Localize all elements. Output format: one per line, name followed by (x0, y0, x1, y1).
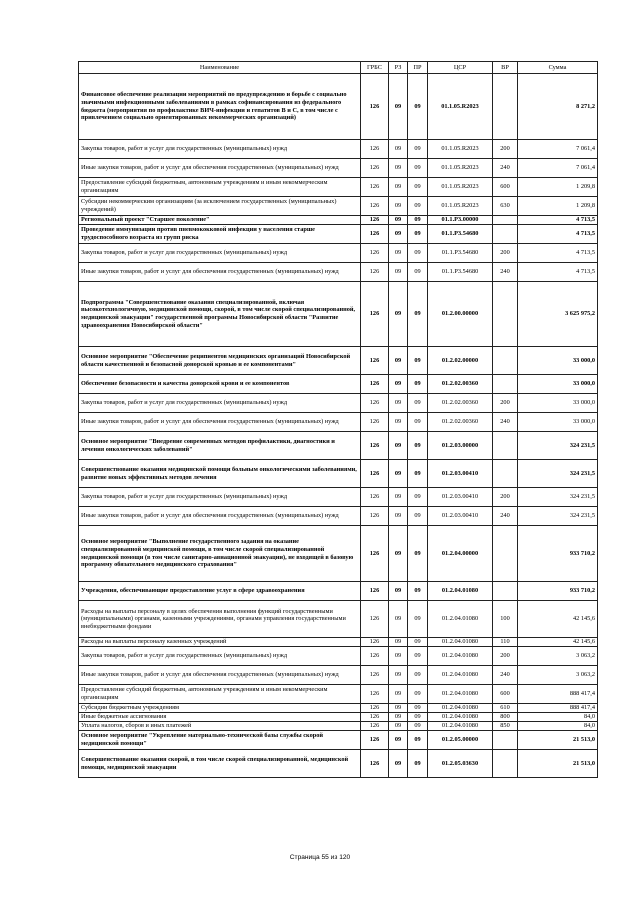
row-rz: 09 (389, 704, 408, 713)
row-grbs: 126 (361, 704, 389, 713)
row-csr: 01.2.04.01080 (428, 647, 493, 666)
row-rz: 09 (389, 526, 408, 582)
row-grbs: 126 (361, 722, 389, 731)
row-csr: 01.2.02.00360 (428, 375, 493, 394)
row-vr (493, 282, 518, 347)
row-pr: 09 (408, 750, 428, 778)
row-grbs: 126 (361, 375, 389, 394)
row-grbs: 126 (361, 225, 389, 244)
row-pr: 09 (408, 178, 428, 197)
col-header-vr: ВР (493, 62, 518, 74)
row-sum: 21 513,0 (518, 731, 598, 750)
row-grbs: 126 (361, 394, 389, 413)
row-sum: 4 713,5 (518, 263, 598, 282)
row-vr: 240 (493, 263, 518, 282)
row-grbs: 126 (361, 282, 389, 347)
row-grbs: 126 (361, 647, 389, 666)
table-row (79, 282, 598, 347)
row-pr: 09 (408, 282, 428, 347)
row-vr (493, 216, 518, 225)
row-rz: 09 (389, 74, 408, 140)
row-pr: 09 (408, 704, 428, 713)
row-rz: 09 (389, 685, 408, 704)
row-csr: 01.2.03.00410 (428, 460, 493, 488)
row-csr: 01.2.03.00000 (428, 432, 493, 460)
row-sum: 7 061,4 (518, 140, 598, 159)
row-vr (493, 347, 518, 375)
row-csr: 01.1.05.R2023 (428, 74, 493, 140)
row-pr: 09 (408, 225, 428, 244)
row-name: Учреждения, обеспечивающие предоставление услуг в сфере здравоохранения (79, 582, 361, 601)
row-csr: 01.2.03.00410 (428, 507, 493, 526)
row-grbs: 126 (361, 74, 389, 140)
row-vr: 630 (493, 197, 518, 216)
row-rz: 09 (389, 731, 408, 750)
row-grbs: 126 (361, 432, 389, 460)
table-row (79, 159, 598, 178)
row-sum: 3 625 975,2 (518, 282, 598, 347)
row-pr: 09 (408, 582, 428, 601)
row-rz: 09 (389, 750, 408, 778)
col-header-name: Наименование (79, 62, 361, 74)
table-row (79, 526, 598, 582)
row-csr: 01.2.04.01080 (428, 666, 493, 685)
col-header-csr: ЦСР (428, 62, 493, 74)
row-name: Расходы на выплаты персоналу казенных учреждений (79, 638, 361, 647)
row-sum: 33 000,0 (518, 347, 598, 375)
row-name: Закупка товаров, работ и услуг для государственных (муниципальных) нужд (79, 140, 361, 159)
row-name: Иные закупки товаров, работ и услуг для обеспечения государственных (муниципальных) нужд (79, 413, 361, 432)
row-vr (493, 225, 518, 244)
row-vr: 610 (493, 704, 518, 713)
table-body (79, 74, 598, 778)
row-vr (493, 460, 518, 488)
row-pr: 09 (408, 375, 428, 394)
row-name: Субсидии бюджетным учреждениям (79, 704, 361, 713)
row-sum: 3 063,2 (518, 666, 598, 685)
row-sum: 33 000,0 (518, 394, 598, 413)
row-name: Проведение иммунизации против пневмококковой инфекции у населения старше трудоспособного возраста из групп риска (79, 225, 361, 244)
row-grbs: 126 (361, 244, 389, 263)
row-csr: 01.1.05.R2023 (428, 159, 493, 178)
row-name: Иные бюджетные ассигнования (79, 713, 361, 722)
row-sum: 324 231,5 (518, 432, 598, 460)
row-vr (493, 432, 518, 460)
row-name: Иные закупки товаров, работ и услуг для обеспечения государственных (муниципальных) нужд (79, 507, 361, 526)
row-pr: 09 (408, 666, 428, 685)
table-row (79, 413, 598, 432)
row-name: Основное мероприятие "Выполнение государственного задания на оказание специализированной медицинской помощи, в том числе скорой специализированной медицинской помощи (в том числе санитарно-авиационной эвакуации), не входящей в базовую программу обязательного медицинского страхования" (79, 526, 361, 582)
row-name: Закупка товаров, работ и услуг для государственных (муниципальных) нужд (79, 244, 361, 263)
row-name: Иные закупки товаров, работ и услуг для обеспечения государственных (муниципальных) нужд (79, 666, 361, 685)
table-row (79, 731, 598, 750)
row-csr: 01.2.05.03630 (428, 750, 493, 778)
table-row (79, 666, 598, 685)
table-row (79, 722, 598, 731)
page-number: Страница 55 из 120 (289, 854, 351, 861)
row-csr: 01.2.04.01080 (428, 685, 493, 704)
row-csr: 01.2.04.01080 (428, 638, 493, 647)
row-pr: 09 (408, 647, 428, 666)
row-rz: 09 (389, 638, 408, 647)
row-rz: 09 (389, 601, 408, 638)
row-csr: 01.1.Р3.00000 (428, 216, 493, 225)
col-header-grbs: ГРБС (361, 62, 389, 74)
row-vr (493, 731, 518, 750)
row-vr: 100 (493, 601, 518, 638)
row-pr: 09 (408, 731, 428, 750)
row-vr (493, 375, 518, 394)
table-row (79, 394, 598, 413)
row-sum: 4 713,5 (518, 216, 598, 225)
row-csr: 01.1.Р3.54680 (428, 263, 493, 282)
row-sum: 84,0 (518, 713, 598, 722)
row-grbs: 126 (361, 488, 389, 507)
table-row (79, 432, 598, 460)
table-row (79, 375, 598, 394)
row-csr: 01.1.05.R2023 (428, 178, 493, 197)
table-row (79, 647, 598, 666)
table-row (79, 750, 598, 778)
row-csr: 01.2.02.00000 (428, 347, 493, 375)
row-sum: 42 145,6 (518, 638, 598, 647)
row-sum: 1 209,8 (518, 197, 598, 216)
row-sum: 324 231,5 (518, 488, 598, 507)
row-grbs: 126 (361, 216, 389, 225)
row-sum: 933 710,2 (518, 582, 598, 601)
row-grbs: 126 (361, 507, 389, 526)
table-row (79, 460, 598, 488)
row-vr (493, 526, 518, 582)
row-pr: 09 (408, 488, 428, 507)
row-rz: 09 (389, 347, 408, 375)
table-row (79, 216, 598, 225)
row-grbs: 126 (361, 526, 389, 582)
table-row (79, 263, 598, 282)
budget-table (78, 61, 598, 778)
row-rz: 09 (389, 394, 408, 413)
row-grbs: 126 (361, 413, 389, 432)
table-row (79, 140, 598, 159)
row-pr: 09 (408, 526, 428, 582)
row-name: Основное мероприятие "Внедрение современных методов профилактики, диагностики и лечения онкологических заболеваний" (79, 432, 361, 460)
row-vr: 200 (493, 140, 518, 159)
row-grbs: 126 (361, 140, 389, 159)
row-grbs: 126 (361, 601, 389, 638)
row-sum: 933 710,2 (518, 526, 598, 582)
row-grbs: 126 (361, 713, 389, 722)
row-vr: 200 (493, 244, 518, 263)
row-sum: 324 231,5 (518, 460, 598, 488)
table-row (79, 582, 598, 601)
row-csr: 01.2.04.01080 (428, 582, 493, 601)
row-csr: 01.2.03.00410 (428, 488, 493, 507)
row-rz: 09 (389, 432, 408, 460)
row-csr: 01.2.04.01080 (428, 601, 493, 638)
table-row (79, 178, 598, 197)
row-csr: 01.1.Р3.54680 (428, 225, 493, 244)
row-grbs: 126 (361, 347, 389, 375)
row-pr: 09 (408, 74, 428, 140)
row-rz: 09 (389, 460, 408, 488)
row-pr: 09 (408, 432, 428, 460)
row-csr: 01.2.04.01080 (428, 713, 493, 722)
table-row (79, 685, 598, 704)
row-sum: 21 513,0 (518, 750, 598, 778)
row-sum: 4 713,5 (518, 225, 598, 244)
table-row (79, 197, 598, 216)
row-rz: 09 (389, 216, 408, 225)
row-grbs: 126 (361, 159, 389, 178)
row-vr (493, 750, 518, 778)
row-pr: 09 (408, 413, 428, 432)
row-csr: 01.1.Р3.54680 (428, 244, 493, 263)
row-name: Иные закупки товаров, работ и услуг для обеспечения государственных (муниципальных) нужд (79, 263, 361, 282)
row-sum: 7 061,4 (518, 159, 598, 178)
table-row (79, 507, 598, 526)
row-rz: 09 (389, 159, 408, 178)
row-pr: 09 (408, 140, 428, 159)
row-sum: 888 417,4 (518, 685, 598, 704)
row-rz: 09 (389, 582, 408, 601)
col-header-rz: РЗ (389, 62, 408, 74)
row-rz: 09 (389, 413, 408, 432)
row-name: Предоставление субсидий бюджетным, автономным учреждениям и иным некоммерческим организациям (79, 178, 361, 197)
row-pr: 09 (408, 394, 428, 413)
row-name: Финансовое обеспечение реализации мероприятий по предупреждению и борьбе с социально значимыми инфекционными заболеваниями в рамках софинансирования из федерального бюджета (мероприятия по профилактике ВИЧ-инфекции и гепатитов В и С, в том числе с привлечением социально ориентированных некоммерческих организаций) (79, 74, 361, 140)
row-rz: 09 (389, 713, 408, 722)
table-row (79, 244, 598, 263)
col-header-sum: Сумма (518, 62, 598, 74)
row-name: Основное мероприятие "Обеспечение реципиентов медицинских организаций Новосибирской области качественной и безопасной донорской кровью и ее компонентами" (79, 347, 361, 375)
table-row (79, 638, 598, 647)
row-pr: 09 (408, 685, 428, 704)
row-pr: 09 (408, 601, 428, 638)
row-rz: 09 (389, 263, 408, 282)
row-sum: 84,0 (518, 722, 598, 731)
row-pr: 09 (408, 159, 428, 178)
row-csr: 01.2.02.00360 (428, 413, 493, 432)
row-pr: 09 (408, 460, 428, 488)
row-csr: 01.2.04.00000 (428, 526, 493, 582)
table-header-row (79, 62, 598, 74)
row-vr: 200 (493, 488, 518, 507)
row-vr: 200 (493, 647, 518, 666)
row-rz: 09 (389, 722, 408, 731)
row-vr: 800 (493, 713, 518, 722)
row-csr: 01.1.05.R2023 (428, 197, 493, 216)
row-pr: 09 (408, 713, 428, 722)
row-pr: 09 (408, 347, 428, 375)
table-row (79, 601, 598, 638)
row-sum: 1 209,8 (518, 178, 598, 197)
row-grbs: 126 (361, 197, 389, 216)
row-pr: 09 (408, 507, 428, 526)
row-name: Иные закупки товаров, работ и услуг для обеспечения государственных (муниципальных) нужд (79, 159, 361, 178)
row-rz: 09 (389, 375, 408, 394)
row-grbs: 126 (361, 460, 389, 488)
row-name: Закупка товаров, работ и услуг для государственных (муниципальных) нужд (79, 647, 361, 666)
row-rz: 09 (389, 647, 408, 666)
row-rz: 09 (389, 225, 408, 244)
row-csr: 01.1.05.R2023 (428, 140, 493, 159)
row-grbs: 126 (361, 582, 389, 601)
row-grbs: 126 (361, 666, 389, 685)
row-vr: 240 (493, 666, 518, 685)
table-row (79, 713, 598, 722)
row-pr: 09 (408, 216, 428, 225)
row-grbs: 126 (361, 178, 389, 197)
table-row (79, 74, 598, 140)
row-pr: 09 (408, 244, 428, 263)
table-row (79, 347, 598, 375)
row-csr: 01.2.00.00000 (428, 282, 493, 347)
row-name: Региональный проект "Старшее поколение" (79, 216, 361, 225)
row-vr: 600 (493, 685, 518, 704)
row-vr: 240 (493, 507, 518, 526)
row-csr: 01.2.05.00000 (428, 731, 493, 750)
row-sum: 33 000,0 (518, 413, 598, 432)
row-name: Обеспечение безопасности и качества донорской крови и ее компонентов (79, 375, 361, 394)
row-name: Подпрограмма "Совершенствование оказания специализированной, включая высокотехнологичную, медицинской помощи, скорой, в том числе скорой специализированной, медицинской эвакуации" государственной программы Новосибирской области "Развитие здравоохранения Новосибирской области" (79, 282, 361, 347)
row-pr: 09 (408, 722, 428, 731)
row-vr (493, 74, 518, 140)
col-header-pr: ПР (408, 62, 428, 74)
row-sum: 3 063,2 (518, 647, 598, 666)
row-rz: 09 (389, 244, 408, 263)
row-vr (493, 582, 518, 601)
row-pr: 09 (408, 638, 428, 647)
row-sum: 8 271,2 (518, 74, 598, 140)
row-sum: 888 417,4 (518, 704, 598, 713)
row-csr: 01.2.02.00360 (428, 394, 493, 413)
row-grbs: 126 (361, 750, 389, 778)
row-rz: 09 (389, 197, 408, 216)
row-name: Расходы на выплаты персоналу в целях обеспечения выполнения функций государственными (муниципальными) органами, казенными учреждениями, органами управления государственными внебюджетными фондами (79, 601, 361, 638)
row-sum: 4 713,5 (518, 244, 598, 263)
row-name: Закупка товаров, работ и услуг для государственных (муниципальных) нужд (79, 488, 361, 507)
row-grbs: 126 (361, 263, 389, 282)
row-rz: 09 (389, 666, 408, 685)
row-rz: 09 (389, 282, 408, 347)
row-name: Уплата налогов, сборов и иных платежей (79, 722, 361, 731)
row-sum: 324 231,5 (518, 507, 598, 526)
row-vr: 240 (493, 413, 518, 432)
row-rz: 09 (389, 140, 408, 159)
row-name: Совершенствование оказания скорой, в том числе скорой специализированной, медицинской помощи, медицинской эвакуации (79, 750, 361, 778)
row-vr: 240 (493, 159, 518, 178)
row-name: Совершенствование оказания медицинской помощи больным онкологическими заболеваниями, развитие новых эффективных методов лечения (79, 460, 361, 488)
row-csr: 01.2.04.01080 (428, 704, 493, 713)
row-rz: 09 (389, 507, 408, 526)
row-pr: 09 (408, 263, 428, 282)
row-rz: 09 (389, 488, 408, 507)
row-grbs: 126 (361, 638, 389, 647)
row-rz: 09 (389, 178, 408, 197)
table-row (79, 704, 598, 713)
row-name: Предоставление субсидий бюджетным, автономным учреждениям и иным некоммерческим организациям (79, 685, 361, 704)
row-grbs: 126 (361, 685, 389, 704)
row-csr: 01.2.04.01080 (428, 722, 493, 731)
table-row (79, 488, 598, 507)
row-vr: 600 (493, 178, 518, 197)
row-name: Субсидии некоммерческим организациям (за исключением государственных (муниципальных) учреждений) (79, 197, 361, 216)
row-vr: 850 (493, 722, 518, 731)
row-vr: 200 (493, 394, 518, 413)
row-name: Закупка товаров, работ и услуг для государственных (муниципальных) нужд (79, 394, 361, 413)
table-row (79, 225, 598, 244)
row-name: Основное мероприятие "Укрепление материально-технической базы службы скорой медицинской помощи" (79, 731, 361, 750)
row-sum: 33 000,0 (518, 375, 598, 394)
row-pr: 09 (408, 197, 428, 216)
row-grbs: 126 (361, 731, 389, 750)
row-vr: 110 (493, 638, 518, 647)
row-sum: 42 145,6 (518, 601, 598, 638)
